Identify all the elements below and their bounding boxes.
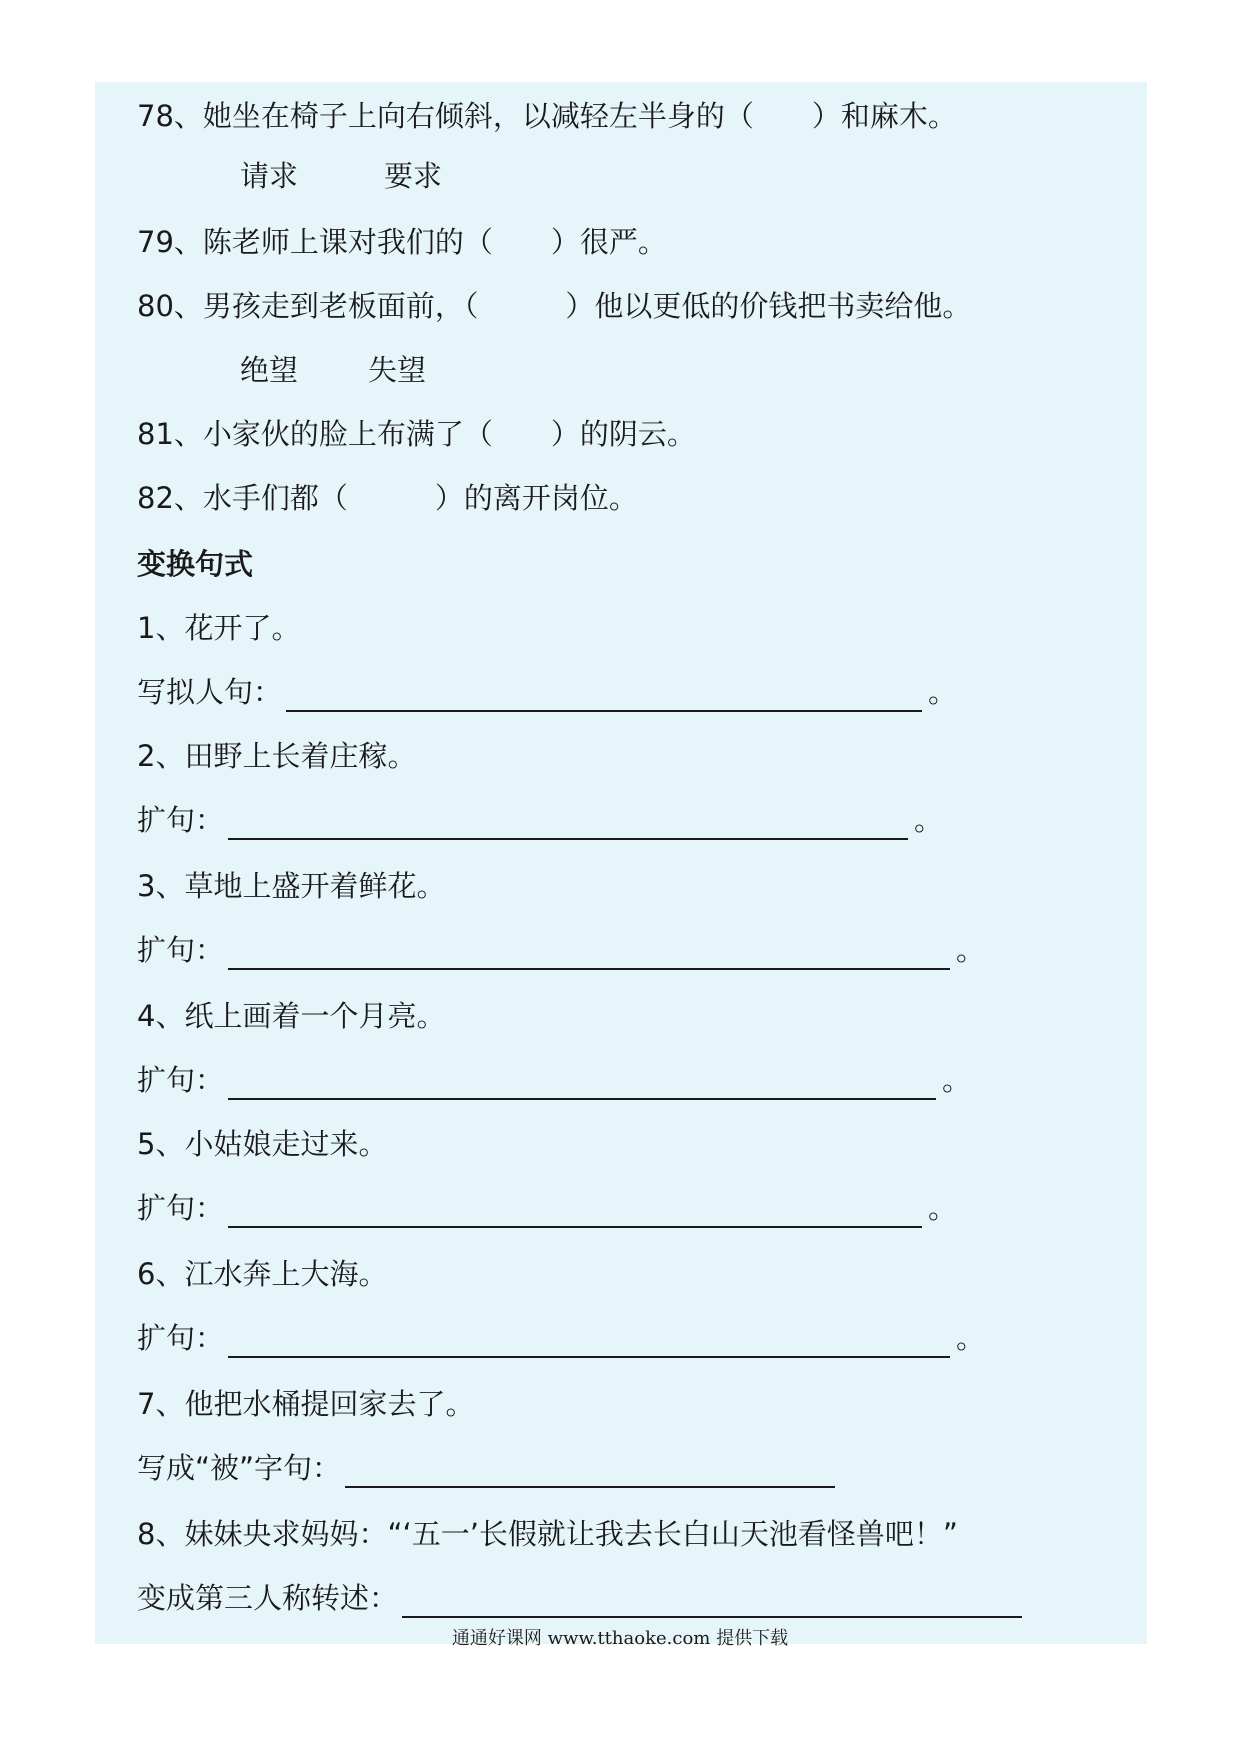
answer-blank[interactable] xyxy=(228,808,908,840)
answer-blank[interactable] xyxy=(345,1456,835,1488)
answer-end: 。 xyxy=(942,1063,972,1097)
answer-blank[interactable] xyxy=(228,938,950,970)
exercise-sentence: 1、花开了。 xyxy=(137,611,301,645)
answer-end: 。 xyxy=(914,803,944,837)
section-heading: 变换句式 xyxy=(137,547,254,581)
answer-line xyxy=(137,1318,985,1358)
answer-prompt: 扩句： xyxy=(137,1321,225,1355)
answer-prompt: 写成“被”字句： xyxy=(137,1451,342,1485)
answer-prompt: 写拟人句： xyxy=(137,675,283,709)
exercise-sentence: 3、草地上盛开着鲜花。 xyxy=(137,869,446,903)
answer-line xyxy=(137,800,943,840)
question-82: 82、水手们都（ ）的离开岗位。 xyxy=(137,481,638,515)
question-80: 80、男孩走到老板面前，（ ）他以更低的价钱把书卖给他。 xyxy=(137,289,972,323)
word-option: 绝望 xyxy=(240,353,299,387)
answer-end: 。 xyxy=(928,675,958,709)
answer-line xyxy=(137,930,985,970)
answer-prompt: 扩句： xyxy=(137,803,225,837)
page-footer: 通通好课网 www.tthaoke.com 提供下载 xyxy=(451,1628,789,1649)
question-81: 81、小家伙的脸上布满了（ ）的阴云。 xyxy=(137,417,696,451)
question-78: 78、她坐在椅子上向右倾斜，以减轻左半身的（ ）和麻木。 xyxy=(137,99,957,133)
answer-prompt: 扩句： xyxy=(137,933,225,967)
word-option: 要求 xyxy=(384,159,443,193)
answer-blank[interactable] xyxy=(228,1326,950,1358)
answer-end: 。 xyxy=(956,1321,986,1355)
answer-prompt: 变成第三人称转述： xyxy=(137,1581,399,1615)
exercise-sentence: 2、田野上长着庄稼。 xyxy=(137,739,417,773)
answer-line xyxy=(137,1448,841,1488)
answer-line xyxy=(137,1578,1028,1618)
answer-prompt: 扩句： xyxy=(137,1191,225,1225)
answer-blank[interactable] xyxy=(402,1586,1022,1618)
exercise-sentence: 7、他把水桶提回家去了。 xyxy=(137,1387,475,1421)
word-option: 失望 xyxy=(368,353,427,387)
exercise-sentence: 5、小姑娘走过来。 xyxy=(137,1127,388,1161)
answer-prompt: 扩句： xyxy=(137,1063,225,1097)
answer-line xyxy=(137,672,957,712)
answer-blank[interactable] xyxy=(286,680,922,712)
question-79: 79、陈老师上课对我们的（ ）很严。 xyxy=(137,225,667,259)
exercise-sentence: 4、纸上画着一个月亮。 xyxy=(137,999,446,1033)
answer-blank[interactable] xyxy=(228,1196,922,1228)
exercise-sentence: 6、江水奔上大海。 xyxy=(137,1257,388,1291)
answer-line xyxy=(137,1188,957,1228)
answer-end: 。 xyxy=(928,1191,958,1225)
answer-end: 。 xyxy=(956,933,986,967)
word-option: 请求 xyxy=(240,159,299,193)
answer-blank[interactable] xyxy=(228,1068,936,1100)
answer-line xyxy=(137,1060,971,1100)
exercise-sentence: 8、妹妹央求妈妈：“‘五一’长假就让我去长白山天池看怪兽吧！” xyxy=(137,1517,958,1551)
